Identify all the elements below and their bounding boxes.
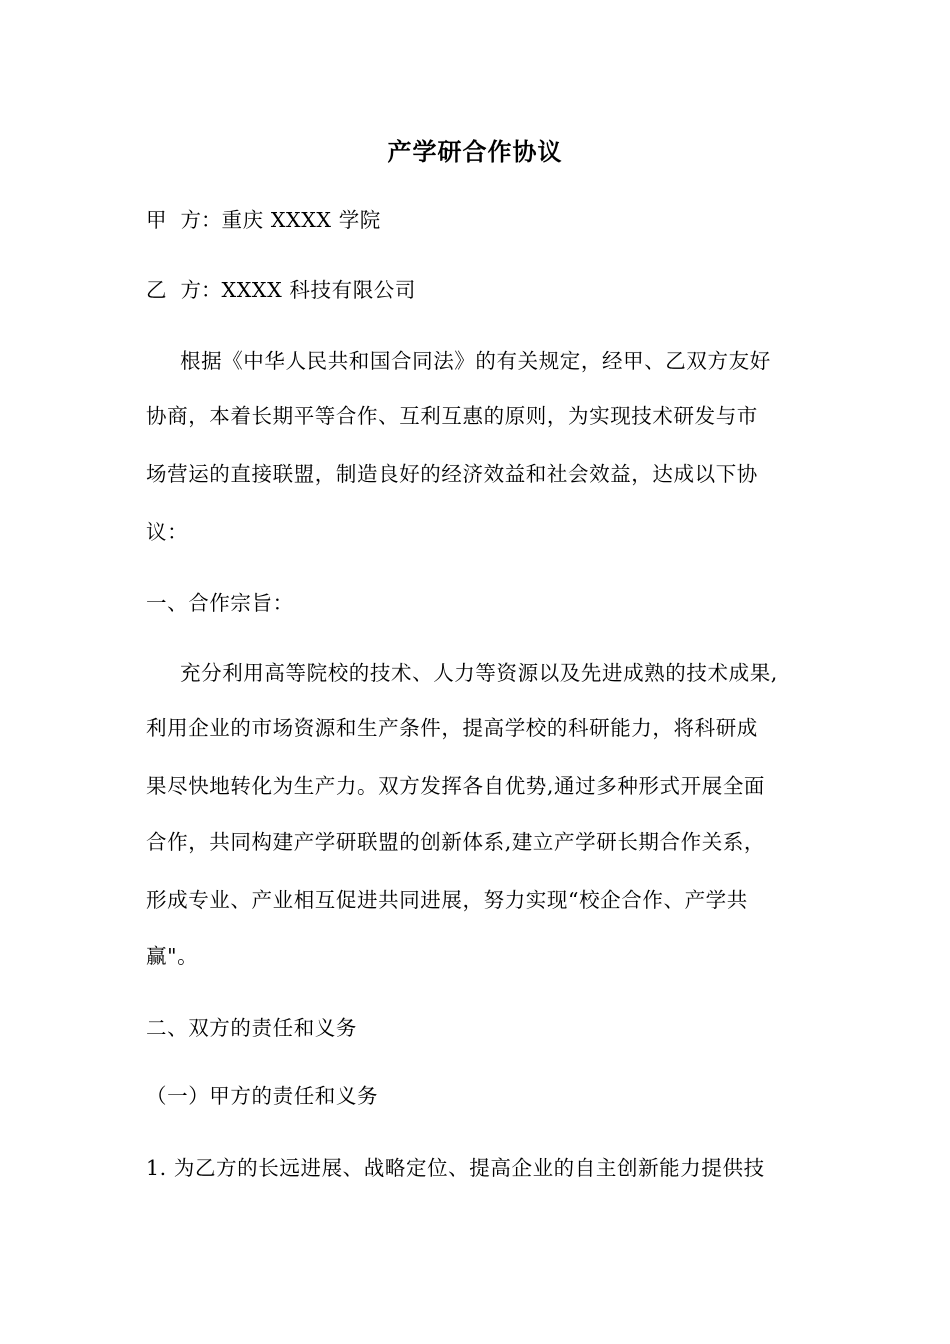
section-1-line: 果尽快地转化为生产力。双方发挥各自优势,通过多种形式开展全面 (146, 774, 766, 798)
preamble-line: 协商，本着长期平等合作、互利互惠的原则，为实现技术研发与市 (146, 404, 758, 428)
section-1-line: 充分利用高等院校的技术、人力等资源以及先进成熟的技术成果, (180, 661, 778, 685)
subsection-1-heading: （一）甲方的责任和义务 (146, 1084, 379, 1108)
party-b-label-1: 乙 (146, 278, 167, 302)
preamble-line: 根据《中华人民共和国合同法》的有关规定，经甲、乙双方友好 (180, 349, 771, 373)
section-2-heading: 二、双方的责任和义务 (146, 1016, 357, 1040)
preamble-line: 议： (146, 520, 189, 544)
party-a-label-1: 甲 (146, 208, 167, 232)
section-1-line: 利用企业的市场资源和生产条件，提高学校的科研能力，将科研成 (146, 716, 758, 740)
section-1-line: 合作，共同构建产学研联盟的创新体系,建立产学研长期合作关系， (146, 830, 766, 854)
item-1-line: 1. 为乙方的长远进展、战略定位、提高企业的自主创新能力提供技 (146, 1156, 765, 1180)
party-b-value: XXXX 科技有限公司 (221, 278, 416, 302)
party-b-label-2: 方： (180, 278, 222, 302)
section-1-line: 赢"。 (146, 944, 199, 968)
section-1-heading: 一、合作宗旨： (146, 591, 294, 615)
party-a-value: 重庆 XXXX 学院 (221, 208, 381, 232)
page-title: 产学研合作协议 (387, 137, 563, 166)
party-b-line (146, 272, 826, 308)
party-a-line (146, 202, 826, 238)
preamble-line: 场营运的直接联盟，制造良好的经济效益和社会效益，达成以下协 (146, 462, 758, 486)
party-a-label-2: 方： (180, 208, 222, 232)
section-1-line: 形成专业、产业相互促进共同进展，努力实现“校企合作、产学共 (146, 888, 748, 912)
